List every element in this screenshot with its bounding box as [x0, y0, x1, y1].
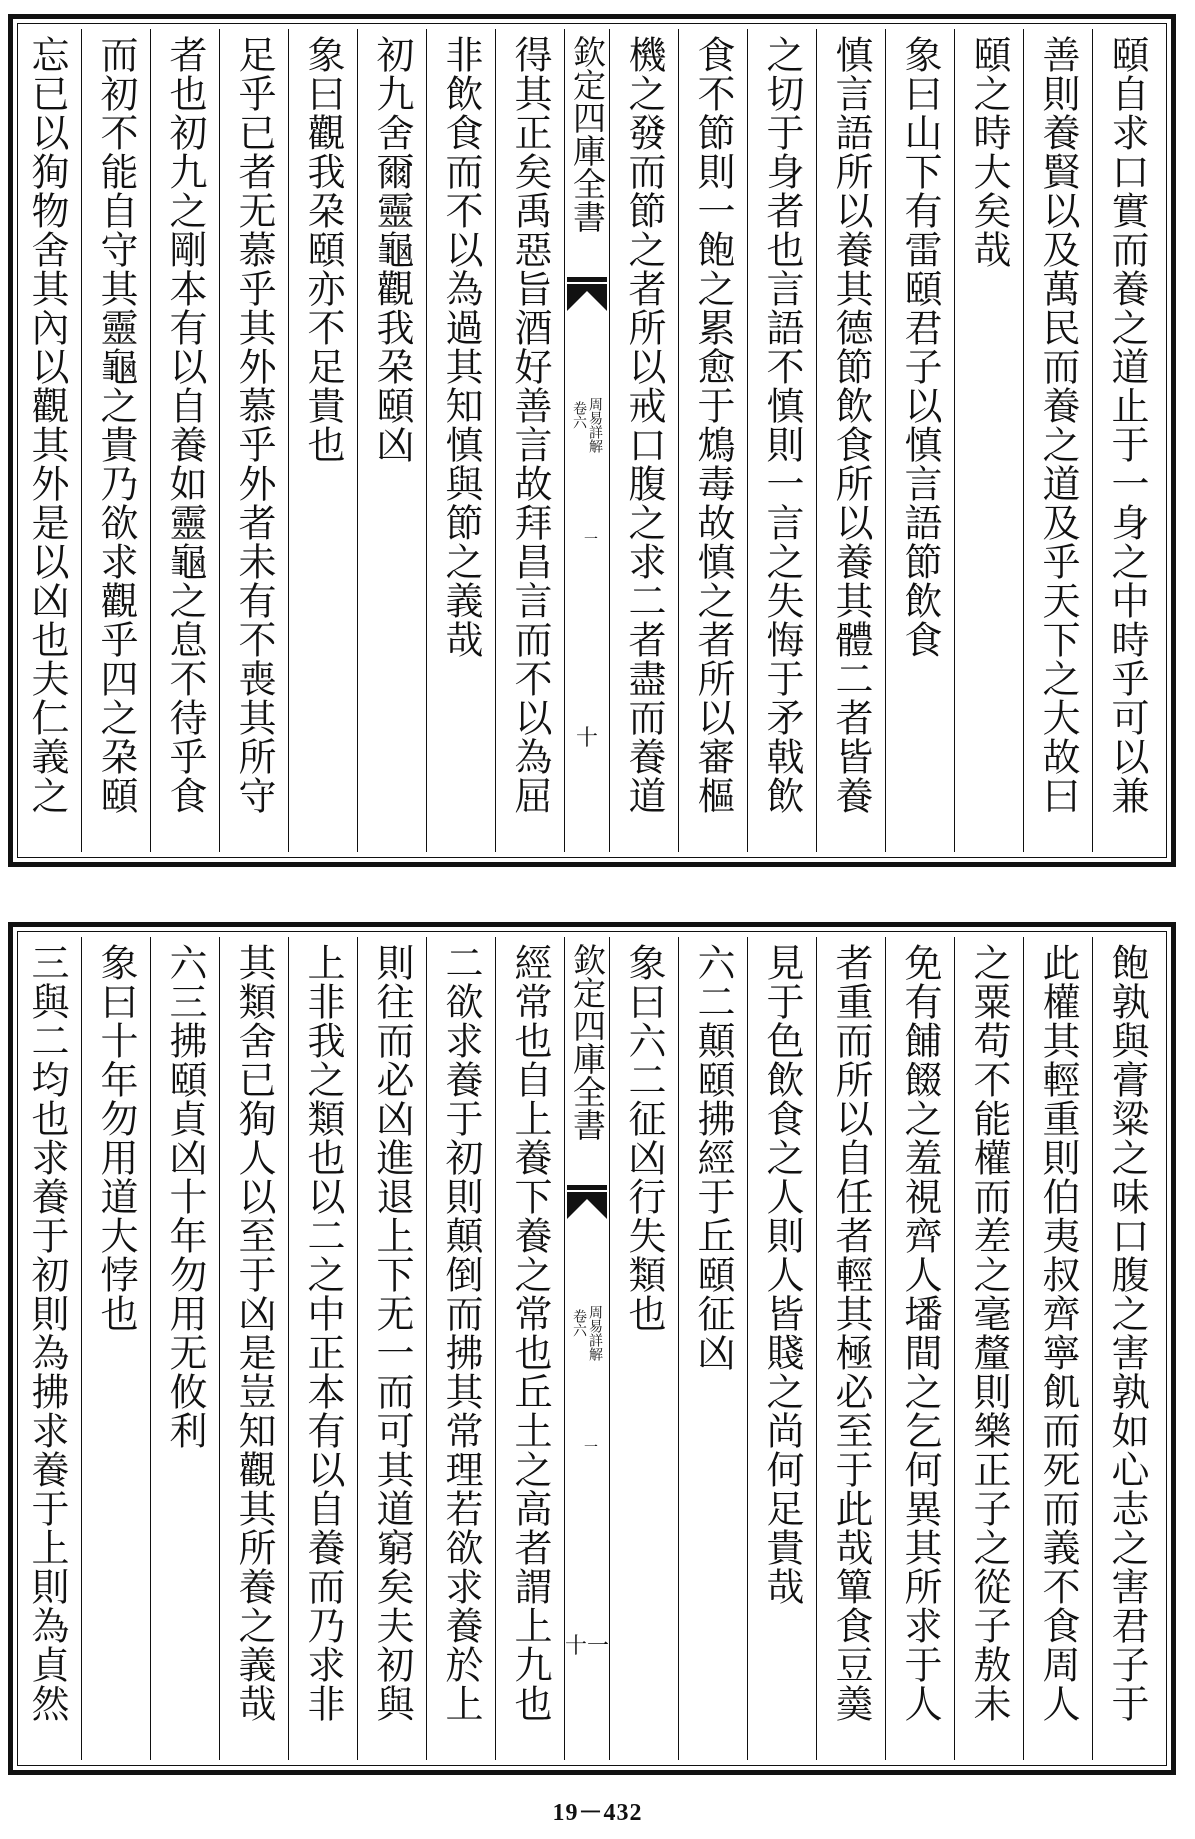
text-column: 此權其輕重則伯夷叔齊寧飢而死而義不食周人 [1023, 937, 1092, 1760]
text-column: 六二顛頤拂經于丘頤征凶 [678, 937, 747, 1760]
text-column: 之粟苟不能權而差之毫釐則樂正子之從子敖未 [954, 937, 1023, 1760]
text-column: 機之發而節之者所以戒口腹之求二者盡而養道 [609, 29, 678, 852]
text-column: 忘已以狥物舍其內以觀其外是以凶也夫仁義之 [12, 29, 81, 852]
text-column: 其類舍已狥人以至于凶是豈知觀其所養之義哉 [219, 937, 288, 1760]
text-column: 象曰十年勿用道大悖也 [81, 937, 150, 1760]
text-column: 二欲求養于初則顛倒而拂其常理若欲求養於上 [426, 937, 495, 1760]
text-column: 之切于身者也言語不慎則一言之失悔于矛戟飲 [747, 29, 816, 852]
text-column: 飽孰與膏粱之味口腹之害孰如心志之害君子于 [1092, 937, 1161, 1760]
text-column: 頤之時大矣哉 [954, 29, 1023, 852]
text-column: 而初不能自守其靈龜之貴乃欲求觀乎四之朶頤 [81, 29, 150, 852]
text-column: 象曰六二征凶行失類也 [609, 937, 678, 1760]
document-page-bottom [8, 922, 1176, 1775]
centre-dash: 一 [584, 1440, 598, 1456]
text-column: 見于色飲食之人則人皆賤之尚何足貴哉 [747, 937, 816, 1760]
text-column: 則往而必凶進退上下无一而可其道窮矣夫初與 [357, 937, 426, 1760]
centre-volume: 卷六 [571, 401, 587, 429]
fishtail-mark-icon [567, 277, 607, 311]
folio-number: 十一 [565, 1634, 610, 1659]
text-column: 象曰山下有雷頤君子以慎言語節飲食 [885, 29, 954, 852]
text-columns [23, 937, 1161, 1760]
centre-dash: 一 [584, 532, 598, 548]
text-column: 者重而所以自任者輕其極必至于此哉簞食豆羮 [816, 937, 885, 1760]
centre-book-title: 周易詳解 [587, 397, 603, 453]
centre-volume: 卷六 [571, 1309, 587, 1337]
centre-title: 欽定四庫全書 [568, 943, 607, 1141]
text-column: 足乎已者无慕乎其外慕乎外者未有不喪其所守 [219, 29, 288, 852]
text-column: 免有餔餟之羞視齊人墦間之乞何異其所求于人 [885, 937, 954, 1760]
text-column: 初九舍爾靈龜觀我朶頤凶 [357, 29, 426, 852]
text-column: 得其正矣禹惡旨酒好善言故拜昌言而不以為屈 [495, 29, 564, 852]
text-column: 善則養賢以及萬民而養之道及乎天下之大故曰 [1023, 29, 1092, 852]
text-column: 非飲食而不以為過其知慎與節之義哉 [426, 29, 495, 852]
folio-number: 十 [575, 726, 598, 751]
text-column: 象曰觀我朶頤亦不足貴也 [288, 29, 357, 852]
text-column: 慎言語所以養其德節飲食所以養其體二者皆養 [816, 29, 885, 852]
centre-fold [564, 29, 609, 852]
text-column: 食不節則一飽之累愈于鴆毒故慎之者所以審樞 [678, 29, 747, 852]
text-column: 頤自求口實而養之道止于一身之中時乎可以兼 [1092, 29, 1161, 852]
document-page-top [8, 14, 1176, 867]
text-column: 上非我之類也以二之中正本有以自養而乃求非 [288, 937, 357, 1760]
centre-fold [564, 937, 609, 1760]
page-number-footer: 19－432 [552, 1800, 643, 1826]
text-columns [23, 29, 1161, 852]
centre-book-title: 周易詳解 [587, 1305, 603, 1361]
text-column: 者也初九之剛本有以自養如靈龜之息不待乎食 [150, 29, 219, 852]
fishtail-mark-icon [567, 1185, 607, 1219]
text-column: 六三拂頤貞凶十年勿用无攸利 [150, 937, 219, 1760]
text-column: 三與二均也求養于初則為拂求養于上則為貞然 [12, 937, 81, 1760]
text-column: 經常也自上養下養之常也丘土之高者謂上九也 [495, 937, 564, 1760]
centre-title: 欽定四庫全書 [568, 35, 607, 233]
